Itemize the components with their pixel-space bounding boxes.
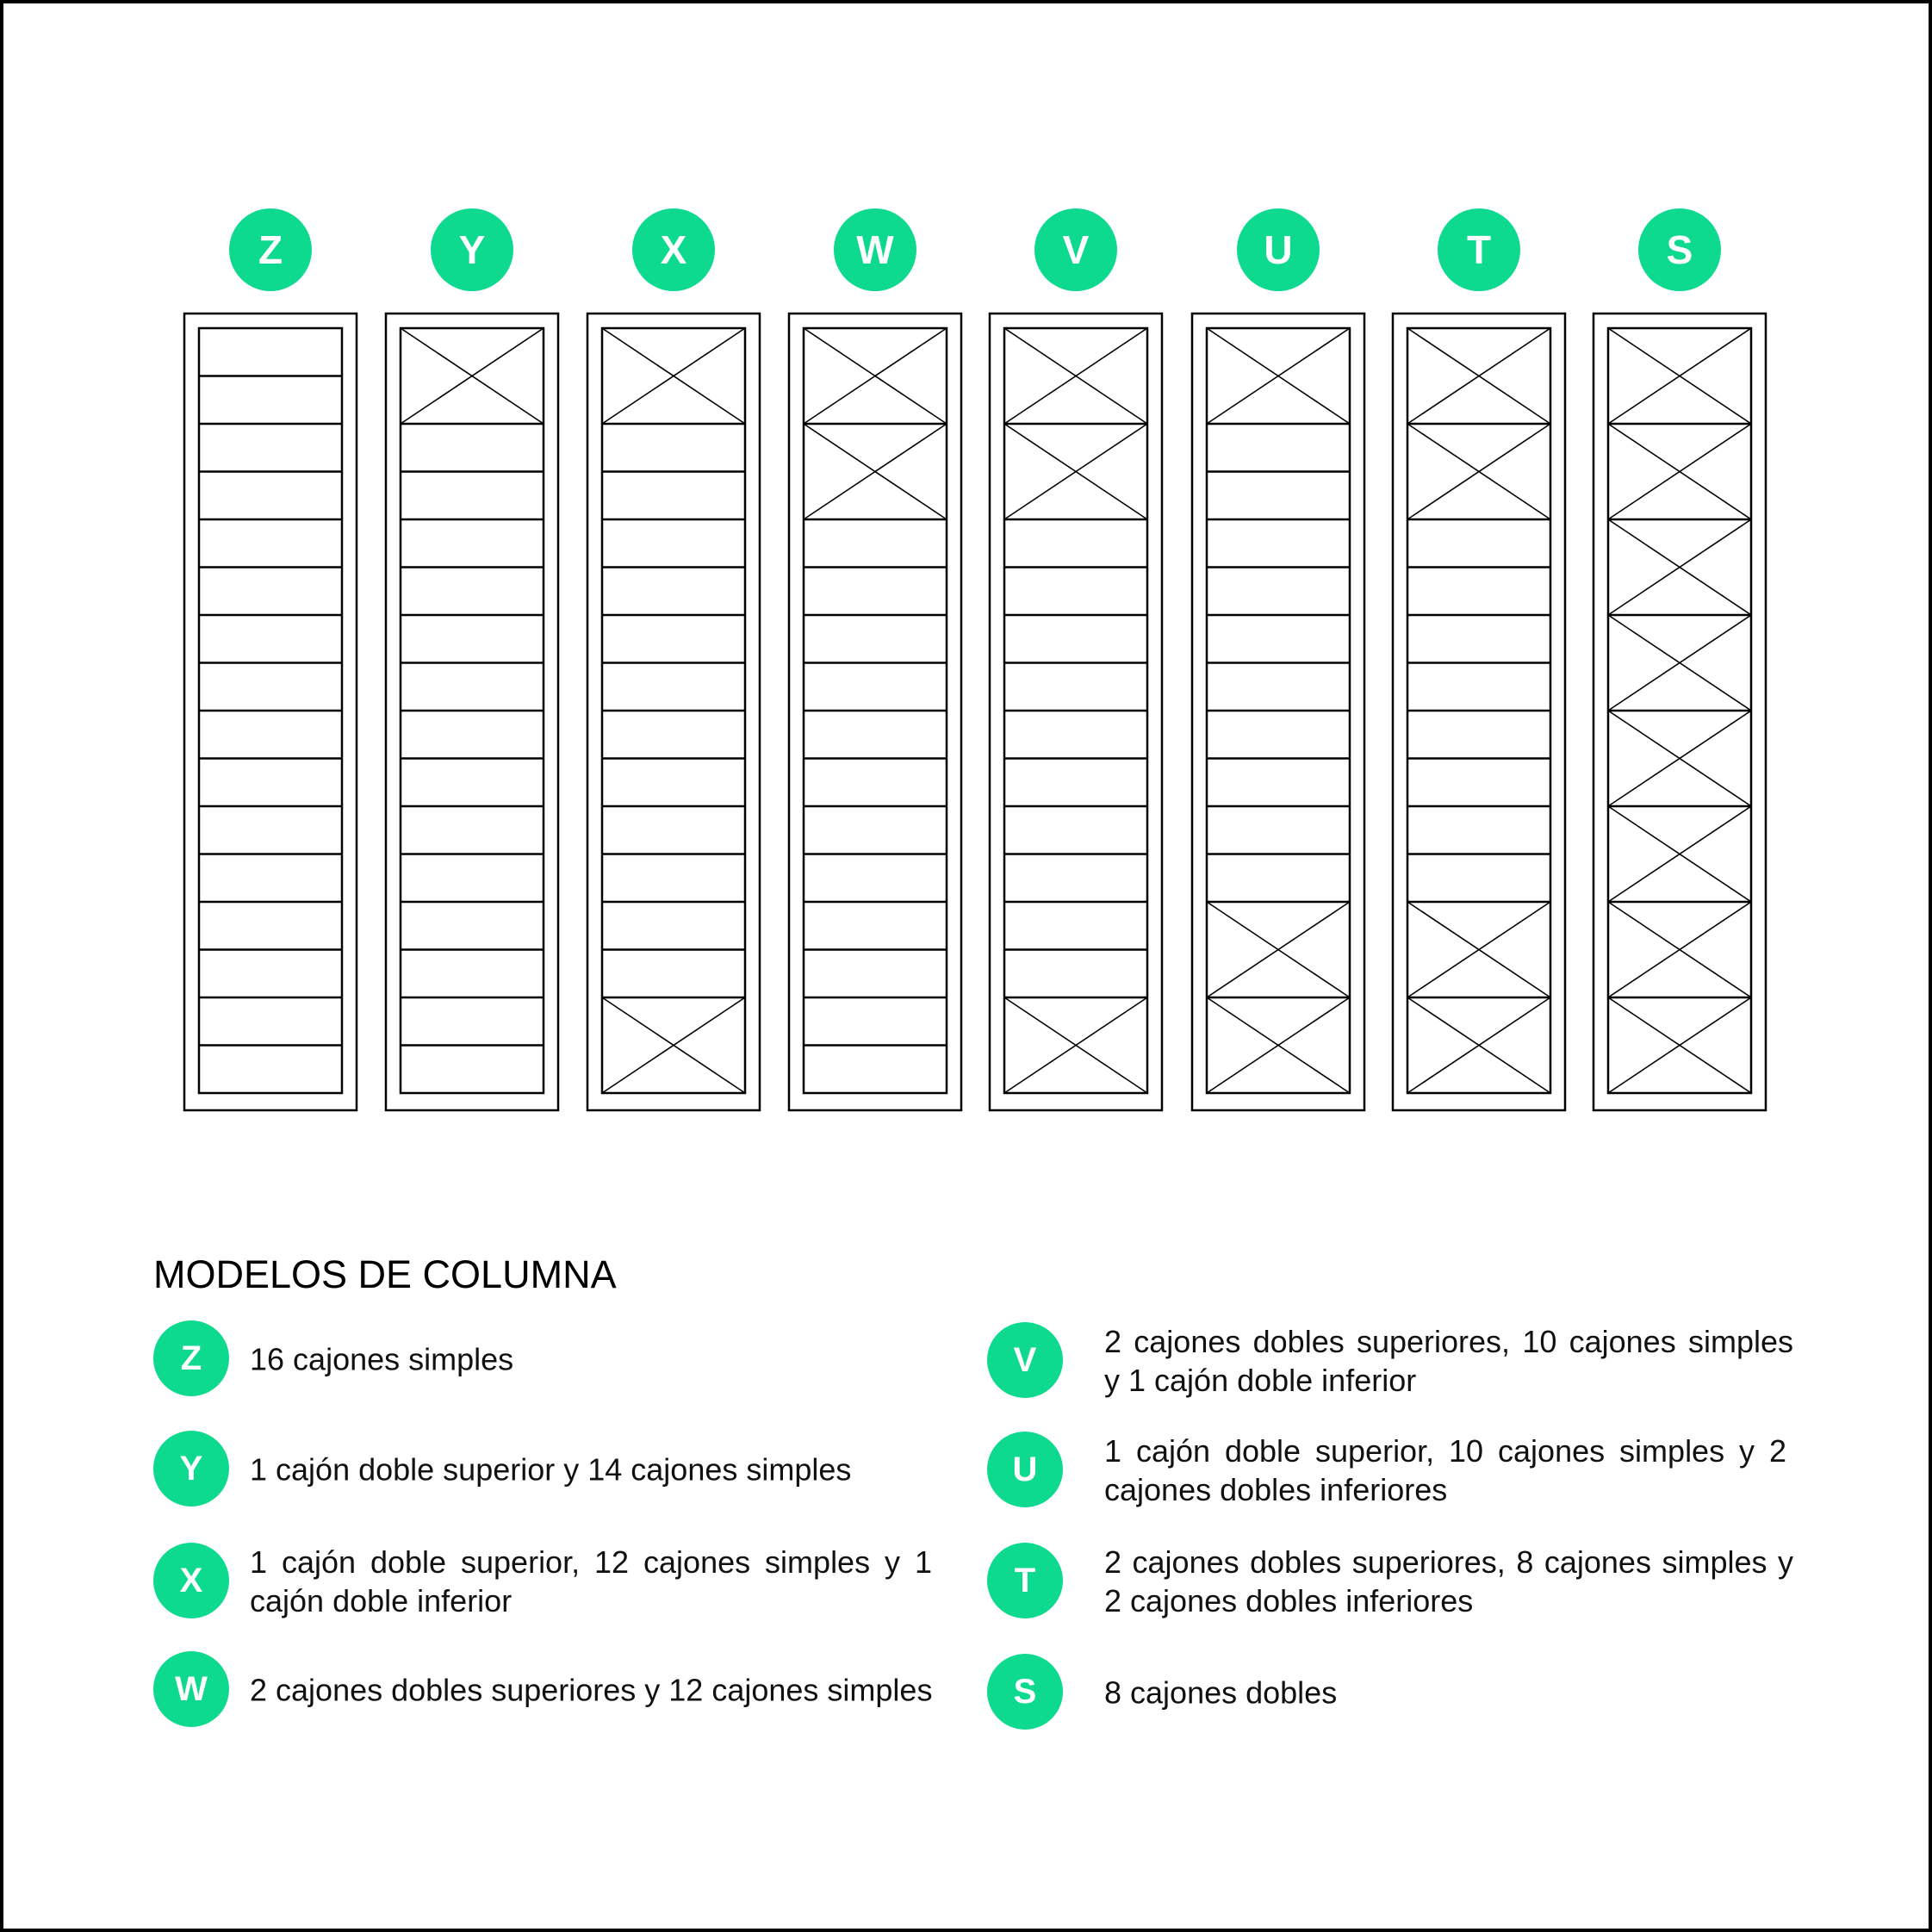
legend-text-u: 1 cajón doble superior, 10 cajones simples y 2 cajones dobles inferiores bbox=[1104, 1433, 1786, 1507]
legend-item-x bbox=[153, 1543, 932, 1620]
drawer-double-v-2 bbox=[1004, 424, 1147, 519]
drawer-double-s-1 bbox=[1608, 328, 1751, 424]
column-u bbox=[1192, 208, 1364, 1110]
drawer-double-t-11 bbox=[1407, 902, 1550, 997]
drawer-double-s-3 bbox=[1608, 519, 1751, 615]
drawer-double-t-2 bbox=[1407, 424, 1550, 519]
legend-item-v bbox=[987, 1322, 1793, 1400]
drawer-double-u-1 bbox=[1207, 328, 1350, 424]
column-y bbox=[386, 208, 558, 1110]
legend-badge-t: T bbox=[987, 1543, 1063, 1618]
drawer-double-v-1 bbox=[1004, 328, 1147, 424]
column-frame-x bbox=[587, 314, 760, 1110]
column-frame-v bbox=[990, 314, 1162, 1110]
legend-title: MODELOS DE COLUMNA bbox=[153, 1252, 617, 1296]
drawer-double-s-5 bbox=[1608, 711, 1751, 806]
column-badge-letter-z: Z bbox=[258, 227, 283, 272]
legend-badge-y: Y bbox=[153, 1431, 229, 1506]
drawer-double-u-12 bbox=[1207, 902, 1350, 997]
column-frame-y bbox=[386, 314, 558, 1110]
legend-text-v: 2 cajones dobles superiores, 10 cajones simples y 1 cajón doble inferior bbox=[1104, 1324, 1793, 1398]
drawer-double-v-13 bbox=[1004, 997, 1147, 1093]
column-models-diagram bbox=[3, 3, 1932, 1166]
drawer-double-x-14 bbox=[602, 997, 745, 1093]
legend-badge-w: W bbox=[153, 1651, 229, 1727]
drawer-double-w-1 bbox=[804, 328, 947, 424]
drawer-double-s-7 bbox=[1608, 902, 1751, 997]
column-badge-letter-x: X bbox=[660, 227, 687, 272]
legend-badge-z: Z bbox=[153, 1320, 229, 1396]
column-badge-letter-y: Y bbox=[458, 227, 486, 272]
drawer-double-t-12 bbox=[1407, 997, 1550, 1093]
column-s bbox=[1593, 208, 1766, 1110]
column-x bbox=[587, 208, 760, 1110]
drawer-double-t-1 bbox=[1407, 328, 1550, 424]
drawer-double-s-2 bbox=[1608, 424, 1751, 519]
legend-item-y bbox=[153, 1431, 932, 1508]
column-badge-letter-t: T bbox=[1466, 227, 1492, 272]
column-badge-letter-v: V bbox=[1062, 227, 1090, 272]
drawer-double-x-1 bbox=[602, 328, 745, 424]
legend-item-z bbox=[153, 1320, 932, 1398]
column-badge-letter-w: W bbox=[856, 227, 894, 272]
legend-item-u bbox=[987, 1432, 1788, 1509]
legend-item-w bbox=[153, 1651, 932, 1729]
drawer-double-s-8 bbox=[1608, 997, 1751, 1093]
drawer-double-s-6 bbox=[1608, 806, 1751, 902]
column-badge-letter-s: S bbox=[1666, 227, 1693, 272]
legend-text-x: 1 cajón doble superior, 12 cajones simples y 1 cajón doble inferior bbox=[250, 1544, 932, 1618]
legend-text-w: 2 cajones dobles superiores y 12 cajones simples bbox=[250, 1672, 933, 1708]
column-badge-letter-u: U bbox=[1264, 227, 1293, 272]
drawer-double-s-4 bbox=[1608, 615, 1751, 711]
drawer-double-y-1 bbox=[401, 328, 544, 424]
column-w bbox=[789, 208, 961, 1110]
column-z bbox=[184, 208, 357, 1110]
column-frame-z bbox=[184, 314, 357, 1110]
legend-text-t: 2 cajones dobles superiores, 8 cajones simples y 2 cajones dobles inferiores bbox=[1104, 1544, 1793, 1618]
legend-text-y: 1 cajón doble superior y 14 cajones simples bbox=[250, 1451, 852, 1488]
legend-badge-u: U bbox=[987, 1432, 1063, 1507]
legend-badge-v: V bbox=[987, 1322, 1063, 1398]
column-v bbox=[990, 208, 1162, 1110]
legend-text-s: 8 cajones dobles bbox=[1104, 1674, 1338, 1711]
legend-item-t bbox=[987, 1543, 1793, 1620]
column-frame-w bbox=[789, 314, 961, 1110]
column-t bbox=[1393, 208, 1565, 1110]
drawer-double-u-13 bbox=[1207, 997, 1350, 1093]
legend-badge-s: S bbox=[987, 1654, 1063, 1730]
legend-item-s bbox=[987, 1654, 1788, 1731]
legend-badge-x: X bbox=[153, 1543, 229, 1618]
drawer-double-w-2 bbox=[804, 424, 947, 519]
legend-text-z: 16 cajones simples bbox=[250, 1341, 514, 1377]
